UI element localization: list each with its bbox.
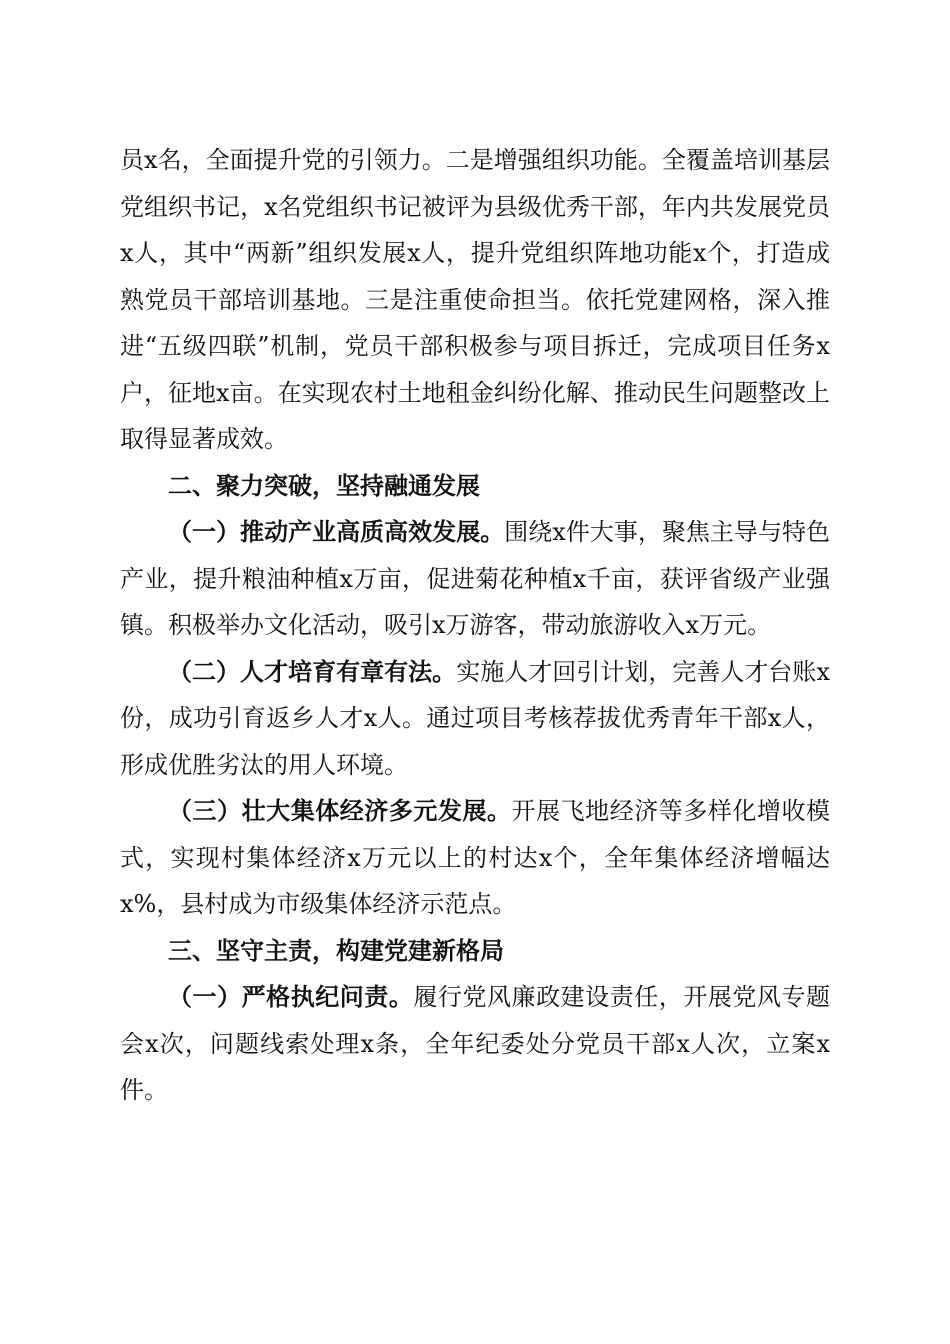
section2-item-1	[120, 509, 830, 649]
paragraph-continuation: 员x名，全面提升党的引领力。二是增强组织功能。全覆盖培训基层党组织书记，x名党组织书记被评为县级优秀干部，年内共发展党员x人，其中“两新”组织发展x人，提升党组织阵地功能x个，打造成熟党员干部培训基地。三是注重使命担当。依托党建网格，深入推进“五级四联”机制，党员干部积极参与项目拆迁，完成项目任务x户，征地x亩。在实现农村土地租金纠纷化解、推动民生问题整改上取得显著成效。	[120, 146, 830, 453]
item-title: （二）人才培育有章有法。	[168, 657, 457, 686]
section-heading-3: 三、坚守主责，构建党建新格局	[168, 936, 504, 965]
document-body	[120, 137, 830, 1114]
item-body: 实施人才回引计划，完善人才台账x份，成功引育返乡人才x人。通过项目考核荐拔优秀青年干部x人，形成优胜劣汰的用人环境。	[120, 657, 830, 779]
item-title: （一）严格执纪问责。	[168, 983, 414, 1011]
section2-item-2	[120, 649, 830, 789]
item-body: 开展飞地经济等多样化增收模式，实现村集体经济x万元以上的村达x个，全年集体经济增幅达x%，县村成为市级集体经济示范点。	[120, 797, 831, 918]
section3-item-1	[120, 974, 830, 1114]
section2-item-3	[120, 788, 830, 928]
item-title: （三）壮大集体经济多元发展。	[168, 797, 512, 825]
item-title: （一）推动产业高质高效发展。	[168, 518, 505, 546]
section-heading-2: 二、聚力突破，坚持融通发展	[168, 471, 480, 500]
item-body: 履行党风廉政建设责任，开展党风专题会x次，问题线索处理x条，全年纪委处分党员干部x人次，立案x件。	[120, 983, 831, 1104]
item-body: 围绕x件大事，聚焦主导与特色产业，提升粮油种植x万亩，促进菊花种植x千亩，获评省级产业强镇。积极举办文化活动，吸引x万游客，带动旅游收入x万元。	[120, 518, 830, 639]
